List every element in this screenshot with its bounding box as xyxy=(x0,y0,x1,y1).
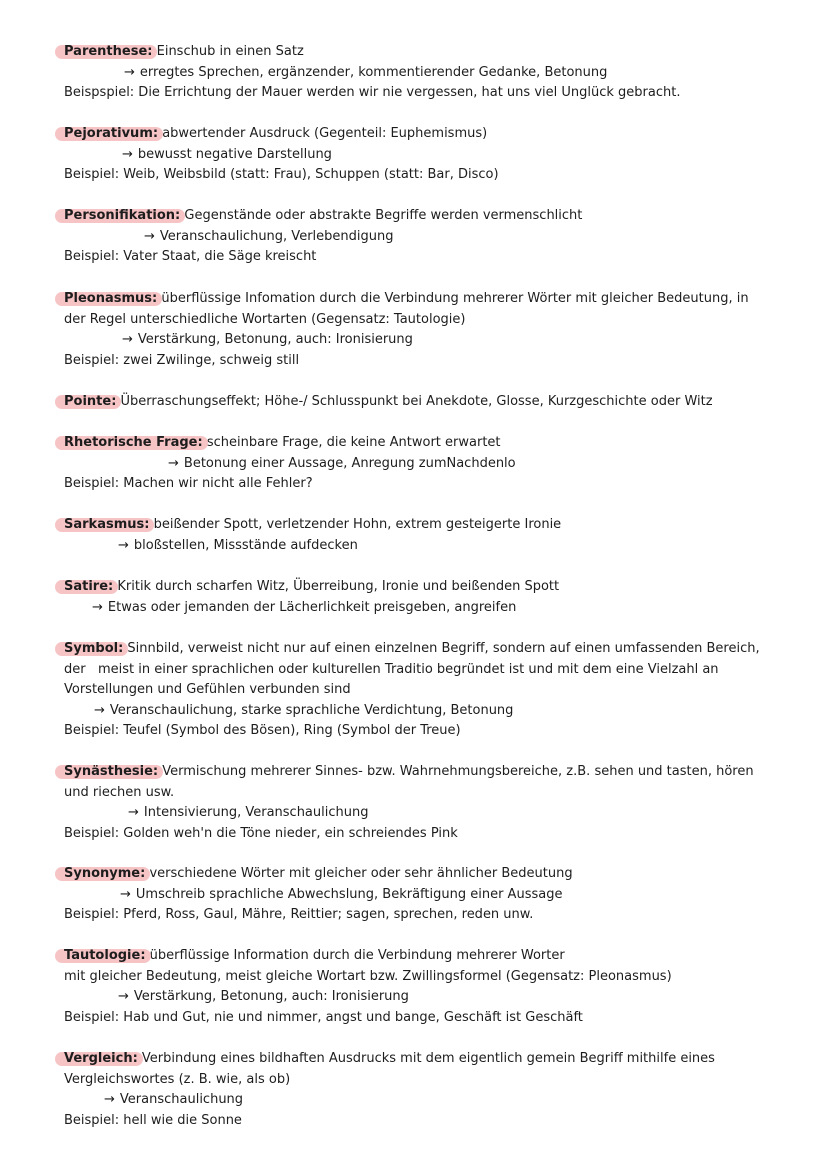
term-label: Rhetorische Frage: xyxy=(64,435,203,450)
term-label: Parenthese: xyxy=(64,44,153,59)
term-definition: Kritik durch scharfen Witz, Überreibung, Ironie und beißenden Spott xyxy=(113,579,560,594)
term-definition-continued: mit gleicher Bedeutung, meist gleiche Wortart bzw. Zwillingsformel (Gegensatz: Pleonasmus) xyxy=(64,968,672,984)
term-rhetorische-frage xyxy=(64,433,784,495)
term-example: Beispiel: Vater Staat, die Säge kreischt xyxy=(64,249,317,264)
term-label: Vergleich: xyxy=(64,1051,138,1066)
term-definition: abwertender Ausdruck (Gegenteil: Euphemismus) xyxy=(158,126,488,141)
term-label: Sarkasmus: xyxy=(64,517,150,532)
term-label: Satire: xyxy=(64,579,114,594)
term-definition: Verbindung eines bildhaften Ausdrucks mit dem eigentlich gemein Begriff mithilfe eines xyxy=(137,1051,715,1066)
arrow-icon: → xyxy=(92,599,103,615)
arrow-icon: → xyxy=(118,989,129,1004)
term-example: Beispiel: Golden weh'n die Töne nieder, ein schreiendes Pink xyxy=(64,825,458,841)
arrow-icon: → xyxy=(120,886,131,902)
arrow-icon: → xyxy=(118,537,129,553)
term-effect: bewusst negative Darstellung xyxy=(137,146,332,162)
term-effect: Veranschaulichung xyxy=(119,1092,244,1107)
term-definition-continued: Vorstellungen und Gefühlen verbunden sind xyxy=(64,682,351,697)
term-effect: Etwas oder jemanden der Lächerlichkeit preisgeben, angreifen xyxy=(107,599,517,615)
term-example: Beispiel: Machen wir nicht alle Fehler? xyxy=(64,476,313,491)
term-effect: Veranschaulichung, starke sprachliche Verdichtung, Betonung xyxy=(109,702,514,718)
term-sarkasmus xyxy=(64,515,784,556)
term-definition: verschiedene Wörter mit gleicher oder sehr ähnlicher Bedeutung xyxy=(145,866,573,881)
term-definition: Einschub in einen Satz xyxy=(152,44,304,59)
arrow-icon: → xyxy=(104,1092,115,1107)
term-example: Beispiel: Weib, Weibsbild (statt: Frau), Schuppen (statt: Bar, Disco) xyxy=(64,167,499,182)
term-synonyme xyxy=(64,864,784,926)
term-label: Pleonasmus: xyxy=(64,291,158,306)
term-symbol xyxy=(64,639,784,742)
term-pointe xyxy=(64,392,784,413)
term-example: Beispiel: Teufel (Symbol des Bösen), Ring (Symbol der Treue) xyxy=(64,723,461,738)
term-satire xyxy=(64,577,784,618)
term-definition: Überraschungseffekt; Höhe-/ Schlusspunkt bei Anekdote, Glosse, Kurzgeschichte oder Witz xyxy=(116,394,713,409)
term-label: Pejorativum: xyxy=(64,126,159,141)
arrow-icon: → xyxy=(128,805,139,820)
term-effect: bloßstellen, Missstände aufdecken xyxy=(133,537,358,553)
term-example: Beispiel: Pferd, Ross, Gaul, Mähre, Reittier; sagen, sprechen, reden unw. xyxy=(64,907,534,922)
arrow-icon: → xyxy=(122,332,133,347)
term-example: Beispiel: Hab und Gut, nie und nimmer, angst und bange, Geschäft ist Geschäft xyxy=(64,1009,583,1025)
term-definition: Gegenstände oder abstrakte Begriffe werden vermenschlicht xyxy=(180,208,583,223)
arrow-icon: → xyxy=(144,228,155,244)
term-effect: Intensivierung, Veranschaulichung xyxy=(143,805,369,820)
term-parenthese xyxy=(64,42,784,104)
term-example: Beispiel: zwei Zwilinge, schweig still xyxy=(64,352,300,368)
term-definition: Vermischung mehrerer Sinnes- bzw. Wahrnehmungsbereiche, z.B. sehen und tasten, hören xyxy=(158,764,754,779)
arrow-icon: → xyxy=(122,146,133,162)
term-definition: überflüssige Infomation durch die Verbindung mehrerer Wörter mit gleicher Bedeutung, in xyxy=(157,291,749,306)
term-label: Pointe: xyxy=(64,394,117,409)
term-definition: scheinbare Frage, die keine Antwort erwartet xyxy=(202,435,501,450)
term-definition: Sinnbild, verweist nicht nur auf einen einzelnen Begriff, sondern auf einen umfassenden Bereich, xyxy=(123,641,760,656)
term-pleonasmus xyxy=(64,289,784,371)
term-label: Symbol: xyxy=(64,641,124,656)
term-definition-continued: Vergleichswortes (z. B. wie, als ob) xyxy=(64,1071,291,1087)
term-definition: überflüssige Information durch die Verbindung mehrerer Worter xyxy=(145,948,565,963)
arrow-icon: → xyxy=(124,64,135,80)
term-label: Tautologie: xyxy=(64,948,146,963)
term-definition-continued: und riechen usw. xyxy=(64,784,175,800)
term-vergleich xyxy=(64,1049,784,1131)
term-personifikation xyxy=(64,206,784,268)
term-tautologie xyxy=(64,946,784,1028)
term-effect: erregtes Sprechen, ergänzender, kommentierender Gedanke, Betonung xyxy=(139,64,608,80)
term-pejorativum xyxy=(64,124,784,186)
term-label: Synonyme: xyxy=(64,866,146,881)
term-effect: Umschreib sprachliche Abwechslung, Bekräftigung einer Aussage xyxy=(135,886,563,902)
arrow-icon: → xyxy=(94,702,105,718)
term-definition-continued: der meist in einer sprachlichen oder kulturellen Traditio begründet ist und mit dem eine Vielzahl an xyxy=(64,661,719,677)
term-label: Synästhesie: xyxy=(64,764,159,779)
term-label: Personifikation: xyxy=(64,208,181,223)
term-effect: Verstärkung, Betonung, auch: Ironisierung xyxy=(137,332,413,347)
term-synaesthesie xyxy=(64,762,784,844)
term-effect: Verstärkung, Betonung, auch: Ironisierung xyxy=(133,989,409,1004)
term-definition: beißender Spott, verletzender Hohn, extrem gesteigerte Ironie xyxy=(149,517,562,532)
term-effect: Betonung einer Aussage, Anregung zumNachdenlo xyxy=(183,455,516,471)
term-definition-continued: der Regel unterschiedliche Wortarten (Gegensatz: Tautologie) xyxy=(64,311,466,327)
term-example: Beispiel: hell wie die Sonne xyxy=(64,1112,242,1128)
arrow-icon: → xyxy=(168,455,179,471)
term-effect: Veranschaulichung, Verlebendigung xyxy=(159,228,394,244)
term-example: Beispspiel: Die Errichtung der Mauer werden wir nie vergessen, hat uns viel Unglück gebracht. xyxy=(64,85,681,100)
